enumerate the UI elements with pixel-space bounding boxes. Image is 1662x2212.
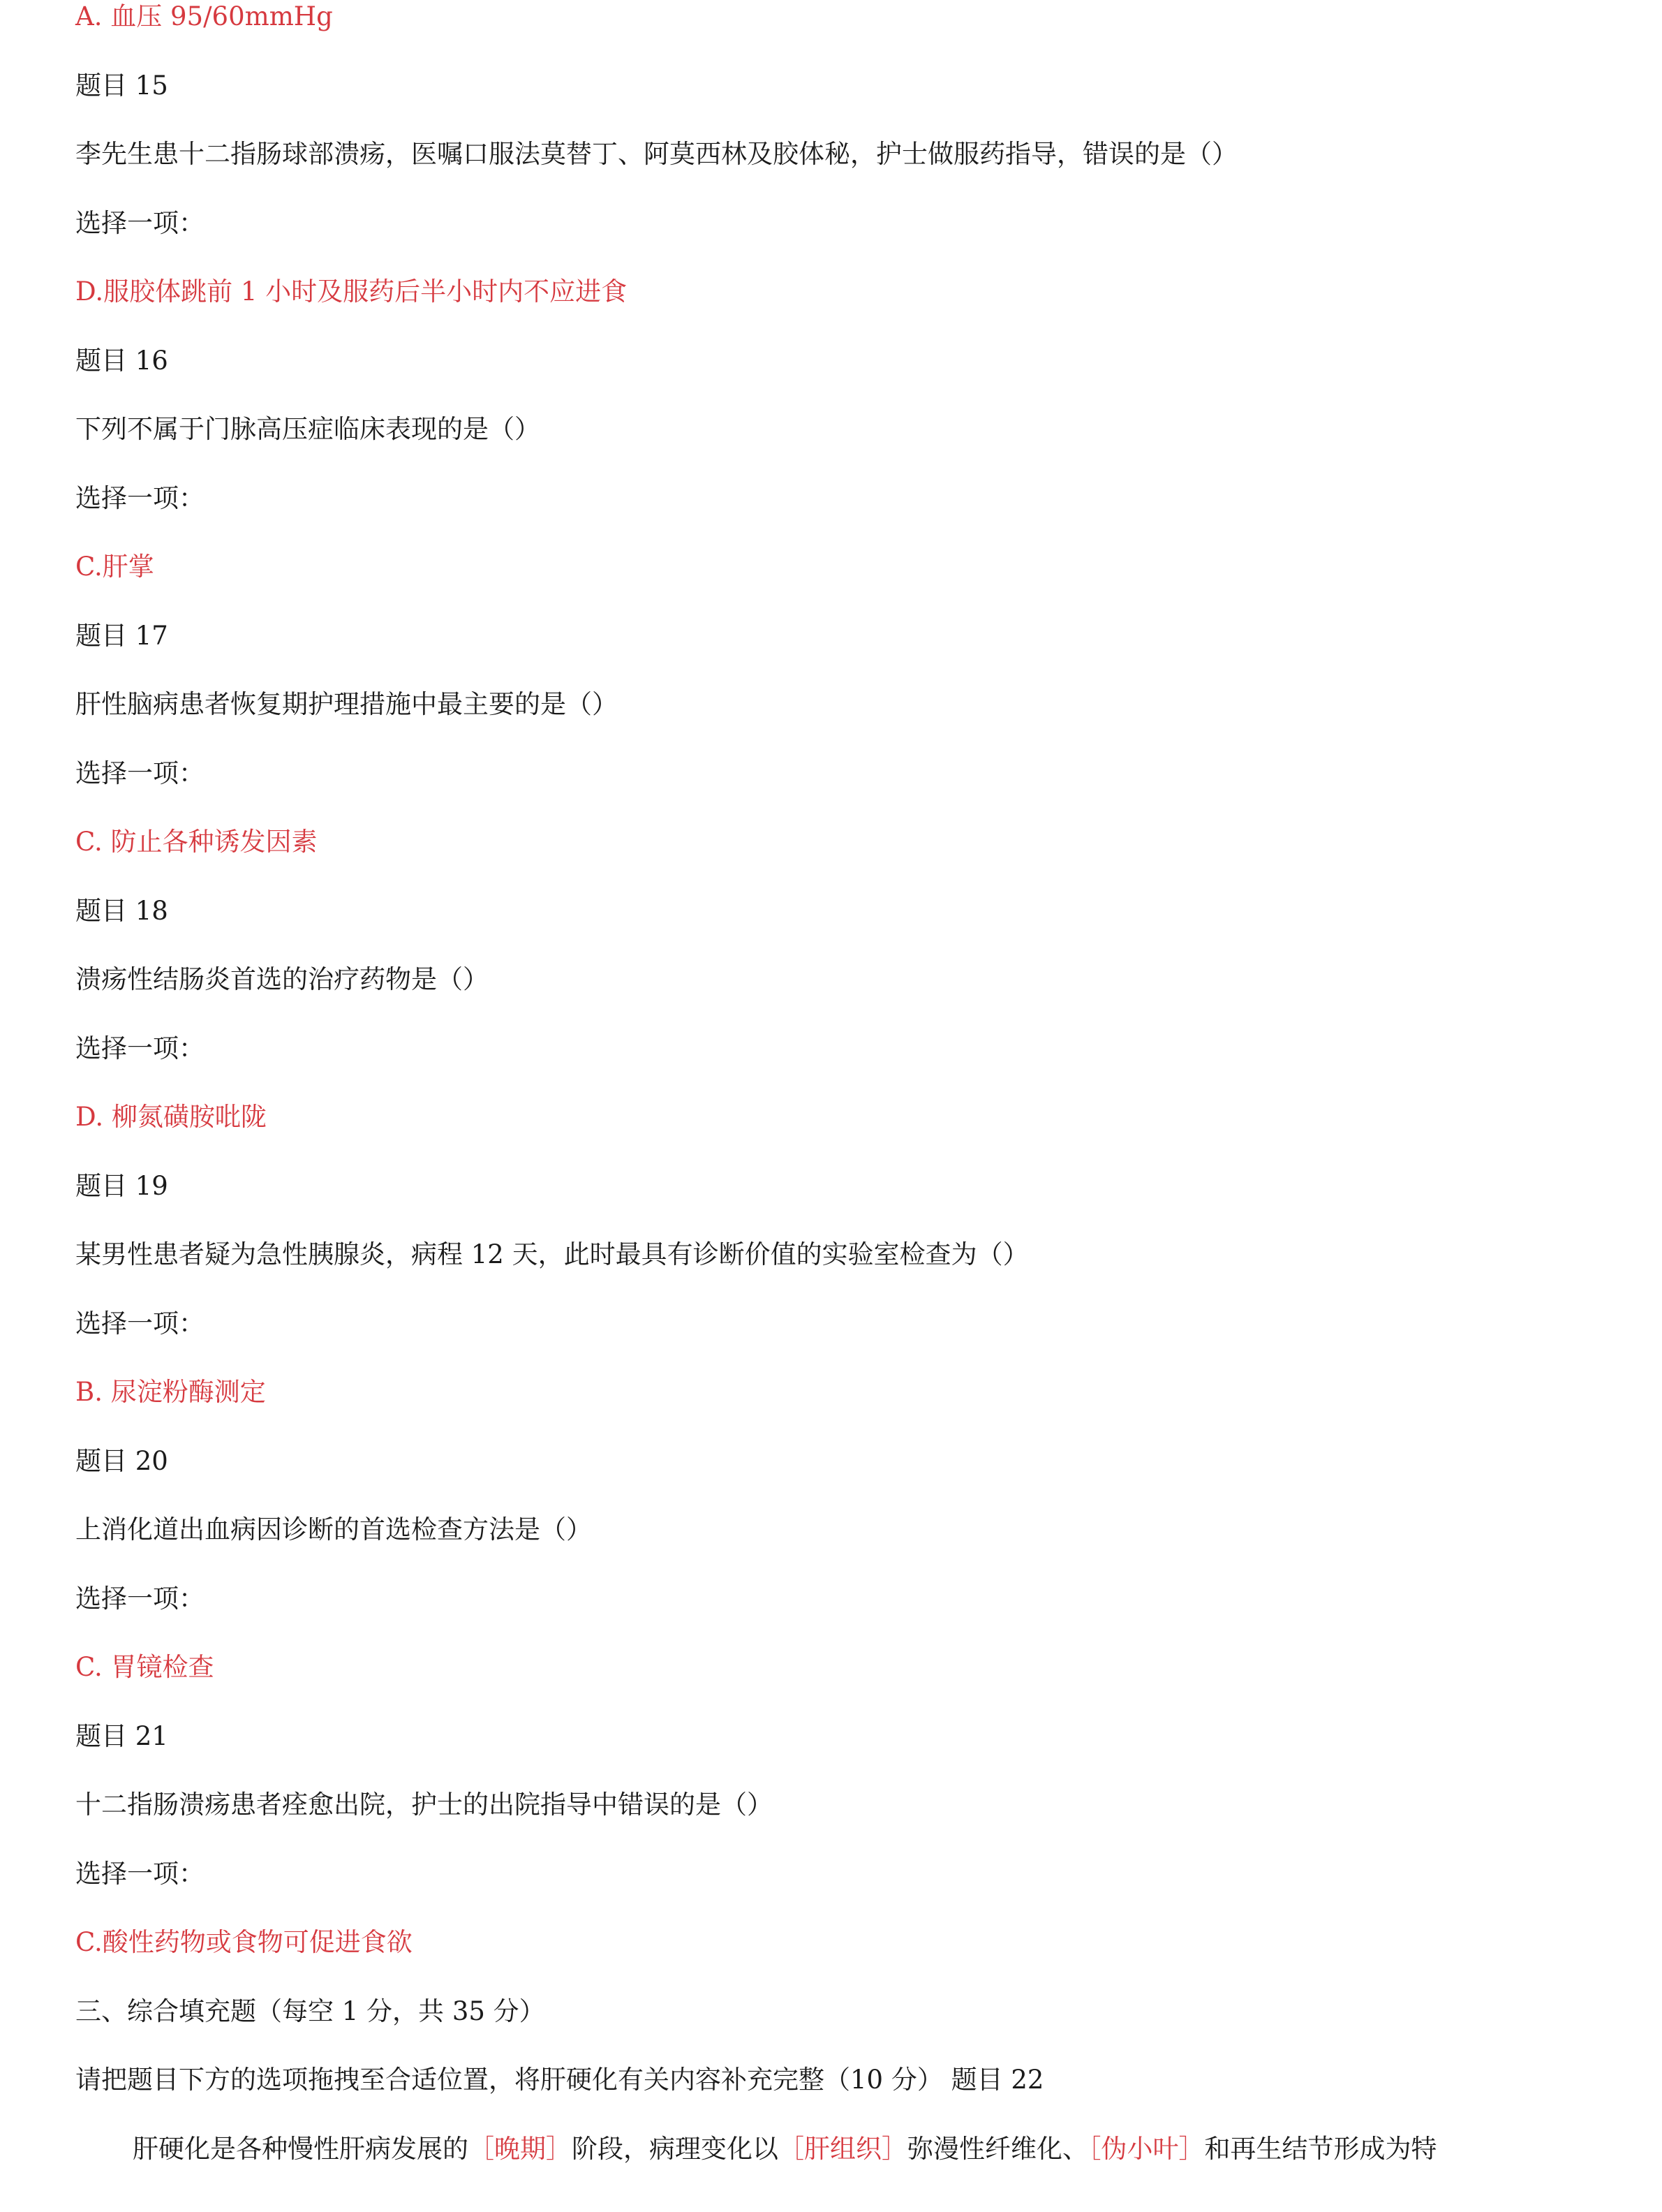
answer-line: D. 柳氮磺胺吡陇 [75,1102,267,1132]
filled-blank[interactable]: ［肝组织］ [778,2134,907,2164]
question-number: 题目 16 [75,346,168,376]
paragraph-text: 肝硬化是各种慢性肝病发展的 [133,2134,468,2164]
question-text: 十二指肠溃疡患者痊愈出院，护士的出院指导中错误的是（） [75,1790,773,1820]
answer-line: C.肝掌 [75,552,154,582]
section-heading: 三、综合填充题（每空 1 分，共 35 分） [75,1996,545,2026]
answer-line: C. 胃镜检查 [75,1652,214,1682]
choice-prompt: 选择一项： [75,208,205,238]
answer-line: C. 防止各种诱发因素 [75,827,318,857]
filled-blank[interactable]: ［伪小叶］ [1088,2134,1205,2164]
answer-line: C.酸性药物或食物可促进食欲 [75,1927,413,1957]
choice-prompt: 选择一项： [75,758,205,788]
choice-prompt: 选择一项： [75,1308,205,1339]
answer-line: D.服胶体跳前 1 小时及服药后半小时内不应进食 [75,276,628,307]
answer-line: B. 尿淀粉酶测定 [75,1377,266,1407]
fill-in-paragraph [133,2132,1437,2167]
question-number: 题目 17 [75,621,168,651]
paragraph-text: 弥漫性纤维化、 [907,2134,1088,2164]
question-number: 题目 20 [75,1446,168,1476]
question-number: 题目 18 [75,896,168,926]
choice-prompt: 选择一项： [75,1859,205,1889]
choice-prompt: 选择一项： [75,1584,205,1614]
paragraph-text: 和再生结节形成为特 [1204,2134,1437,2164]
question-text: 溃疡性结肠炎首选的治疗药物是（） [75,964,489,994]
answer-line: A. 血压 95/60mmHg [75,1,333,31]
choice-prompt: 选择一项： [75,1033,205,1063]
question-text: 请把题目下方的选项拖拽至合适位置，将肝硬化有关内容补充完整（10 分） 题目 22 [75,2065,1044,2095]
question-number: 题目 21 [75,1721,168,1751]
question-text: 某男性患者疑为急性胰腺炎，病程 12 天，此时最具有诊断价值的实验室检查为（） [75,1239,1029,1269]
filled-blank[interactable]: ［晚期］ [468,2134,572,2164]
question-text: 李先生患十二指肠球部溃疡，医嘱口服法莫替丁、阿莫西林及胶体秘，护士做服药指导，错误的是（） [75,139,1238,169]
choice-prompt: 选择一项： [75,483,205,513]
paragraph-text: 阶段，病理变化以 [572,2134,778,2164]
question-number: 题目 15 [75,71,168,101]
question-text: 肝性脑病患者恢复期护理措施中最主要的是（） [75,689,618,719]
question-text: 上消化道出血病因诊断的首选检查方法是（） [75,1514,592,1544]
question-text: 下列不属于门脉高压症临床表现的是（） [75,414,540,444]
question-number: 题目 19 [75,1171,168,1201]
